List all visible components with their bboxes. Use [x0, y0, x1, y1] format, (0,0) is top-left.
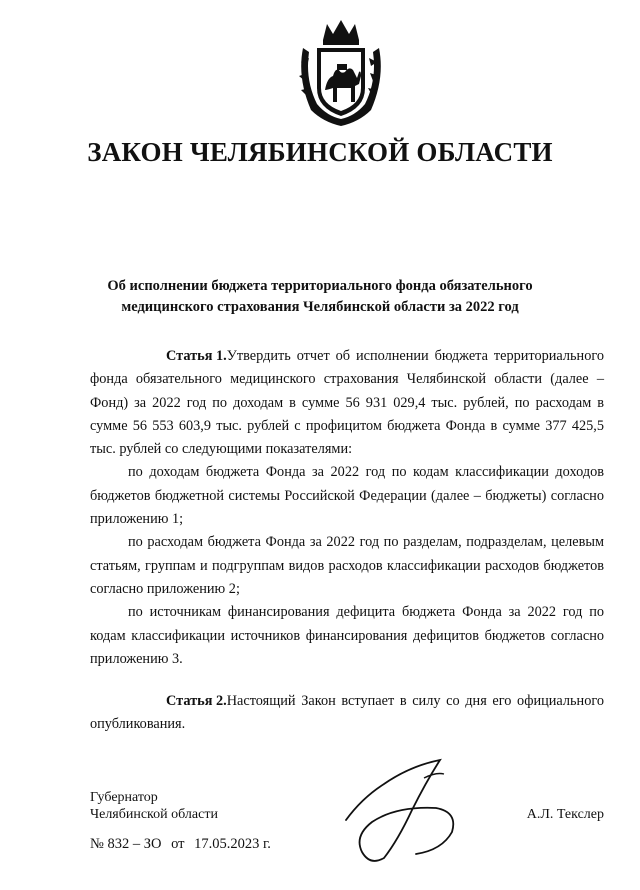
signatory-position-line-2: Челябинской области	[90, 807, 218, 822]
article-2-paragraph	[90, 690, 604, 737]
document-date: 17.05.2023 г.	[194, 836, 271, 852]
article-2-label: Статья 2.	[166, 693, 227, 709]
article-1-intro	[90, 345, 604, 461]
article-1	[90, 345, 604, 671]
document-number	[90, 836, 277, 853]
article-1-label: Статья 1.	[166, 348, 227, 364]
signatory-position-line-1: Губернатор	[90, 790, 158, 805]
article-2	[90, 690, 604, 737]
article-1-item: по расходам бюджета Фонда за 2022 год по разделам, подразделам, целевым статьям, группам и подгруппам видов расходов классификации расходов бюджетов согласно приложению 2;	[90, 534, 604, 597]
article-1-text: Утвердить отчет об исполнении бюджета территориального фонда обязательного медицинского страхования Челябинской области (далее – Фонд) за 2022 год по доходам в сумме 56 931 029,4 тыс. рублей, по расходам в сумме 56 553 603,9 тыс. рублей с профицитом бюджета Фонда в сумме 377 425,5 тыс. рублей со следующими показателями:	[90, 348, 604, 458]
subject-line-1: Об исполнении бюджета территориального фонда обязательного	[107, 278, 533, 294]
document-number-from: от	[171, 836, 185, 852]
coat-of-arms-icon	[293, 18, 389, 130]
article-2-text: Настоящий Закон вступает в силу со дня его официального опубликования.	[90, 693, 604, 733]
article-1-item: по источникам финансирования дефицита бюджета Фонда за 2022 год по кодам классификации источников финансирования дефицитов бюджетов согласно приложению 3.	[90, 604, 604, 667]
signature-icon	[340, 758, 490, 868]
subject-line-2: медицинского страхования Челябинской области за 2022 год	[121, 299, 519, 315]
document-number-prefix: № 832 – ЗО	[90, 836, 162, 852]
article-1-item: по доходам бюджета Фонда за 2022 год по кодам классификации доходов бюджетов бюджетной системы Российской Федерации (далее – бюджеты) согласно приложению 1;	[90, 464, 604, 528]
signatory-name: А.Л. Текслер	[526, 807, 604, 822]
law-title: ЗАКОН ЧЕЛЯБИНСКОЙ ОБЛАСТИ	[87, 137, 553, 167]
signatory-position	[90, 789, 218, 823]
law-subject	[60, 276, 580, 318]
